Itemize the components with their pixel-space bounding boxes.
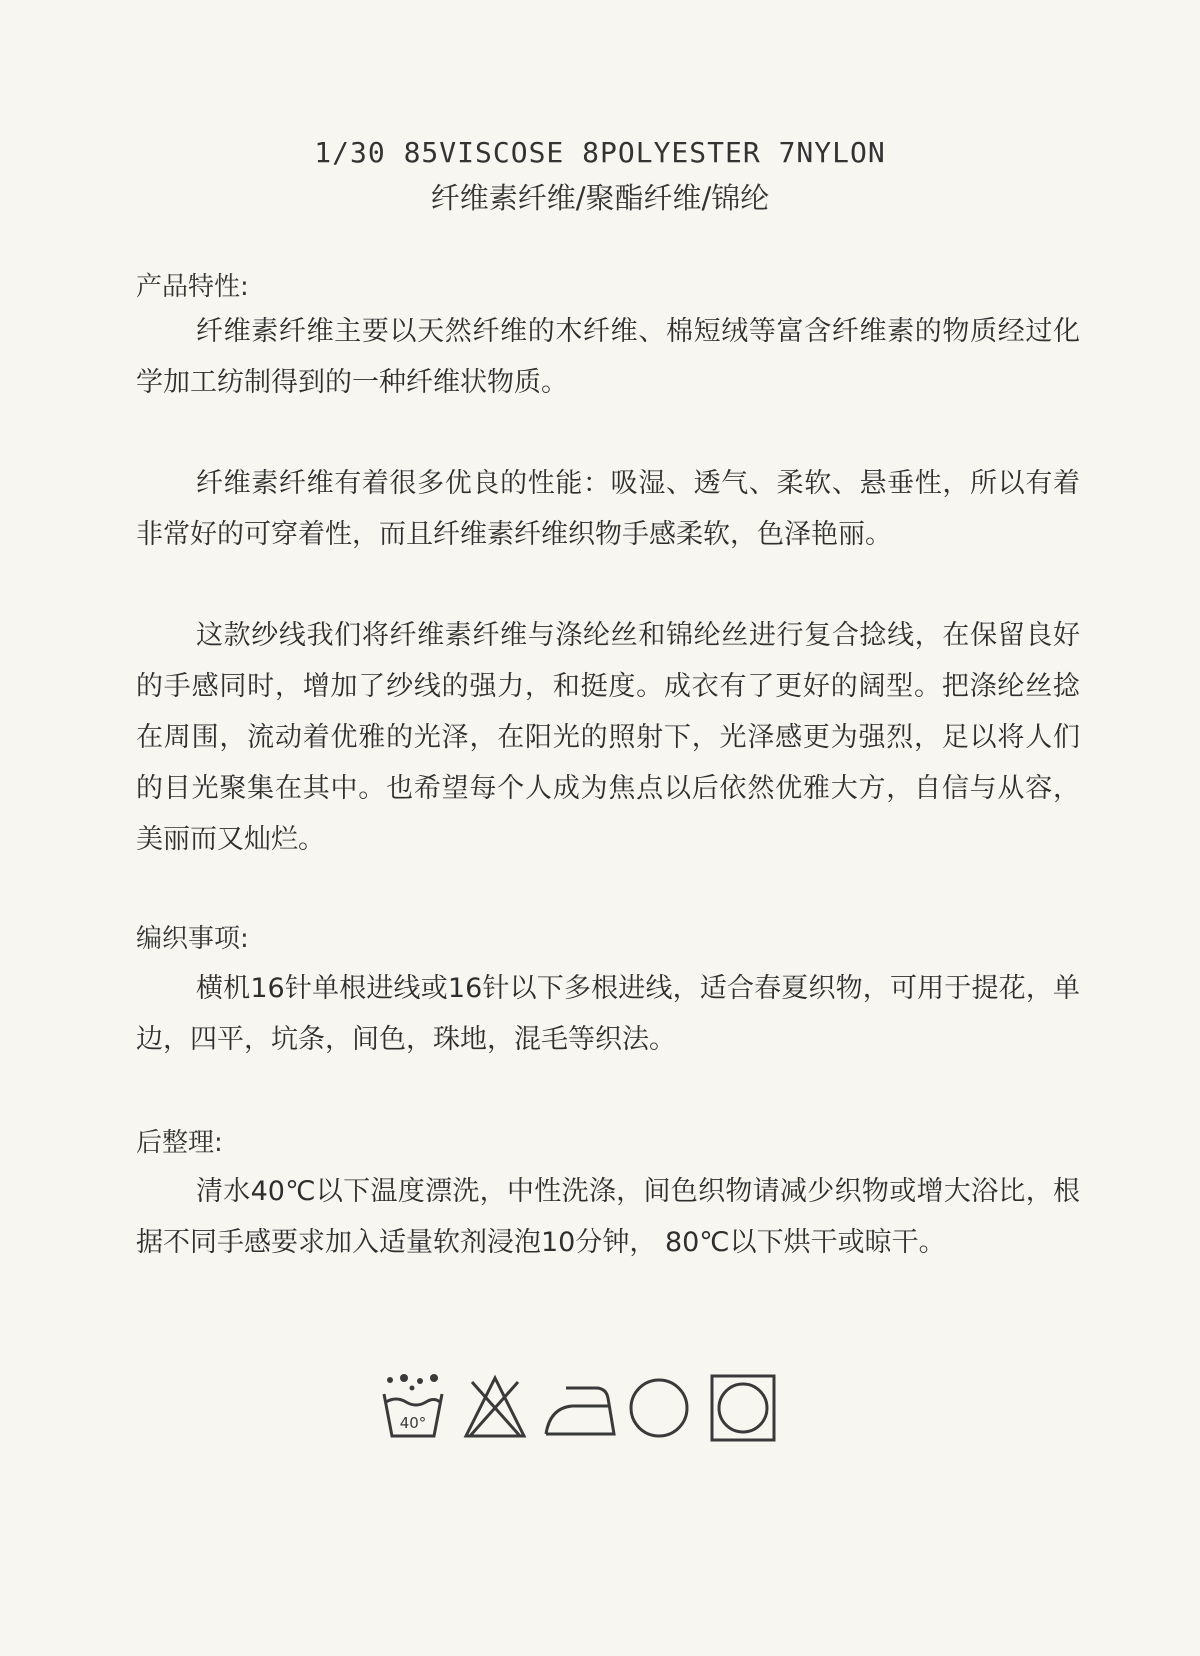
features-heading: 产品特性: xyxy=(136,272,249,302)
title-english: 1/30 85VISCOSE 8POLYESTER 7NYLON xyxy=(314,136,886,169)
wash-temp-label: 40° xyxy=(399,1414,427,1432)
features-paragraph-2: 纤维素纤维有着很多优良的性能：吸湿、透气、柔软、悬垂性，所以有着非常好的可穿着性，而且纤维素纤维织物手感柔软，色泽艳丽。 xyxy=(136,468,1080,550)
care-symbols xyxy=(378,1372,778,1444)
finishing-paragraph: 清水40℃以下温度漂洗，中性洗涤，间色织物请减少织物或增大浴比，根据不同手感要求加入适量软剂浸泡10分钟， 80℃以下烘干或晾干。 xyxy=(136,1176,1080,1258)
do-not-bleach-icon xyxy=(462,1372,528,1444)
features-paragraph-1: 纤维素纤维主要以天然纤维的木纤维、棉短绒等富含纤维素的物质经过化学加工纺制得到的一种纤维状物质。 xyxy=(136,316,1080,398)
finishing-heading: 后整理: xyxy=(136,1128,223,1158)
knitting-heading: 编织事项: xyxy=(136,924,249,954)
tumble-dry-icon xyxy=(708,1372,778,1444)
wash-40-icon xyxy=(378,1372,448,1444)
title-chinese: 纤维素纤维/聚酯纤维/锦纶 xyxy=(430,181,770,215)
knitting-paragraph: 横机16针单根进线或16针以下多根进线，适合春夏织物，可用于提花，单边，四平，坑条，间色，珠地，混毛等织法。 xyxy=(136,973,1080,1055)
iron-icon xyxy=(542,1372,618,1444)
features-paragraph-3: 这款纱线我们将纤维素纤维与涤纶丝和锦纶丝进行复合捻线，在保留良好的手感同时，增加了纱线的强力，和挺度。成衣有了更好的阔型。把涤纶丝捻在周围，流动着优雅的光泽，在阳光的照射下，光泽感更为强烈，足以将人们的目光聚集在其中。也希望每个人成为焦点以后依然优雅大方，自信与从容，美丽而又灿烂。 xyxy=(136,620,1080,855)
dry-clean-icon xyxy=(626,1372,692,1444)
